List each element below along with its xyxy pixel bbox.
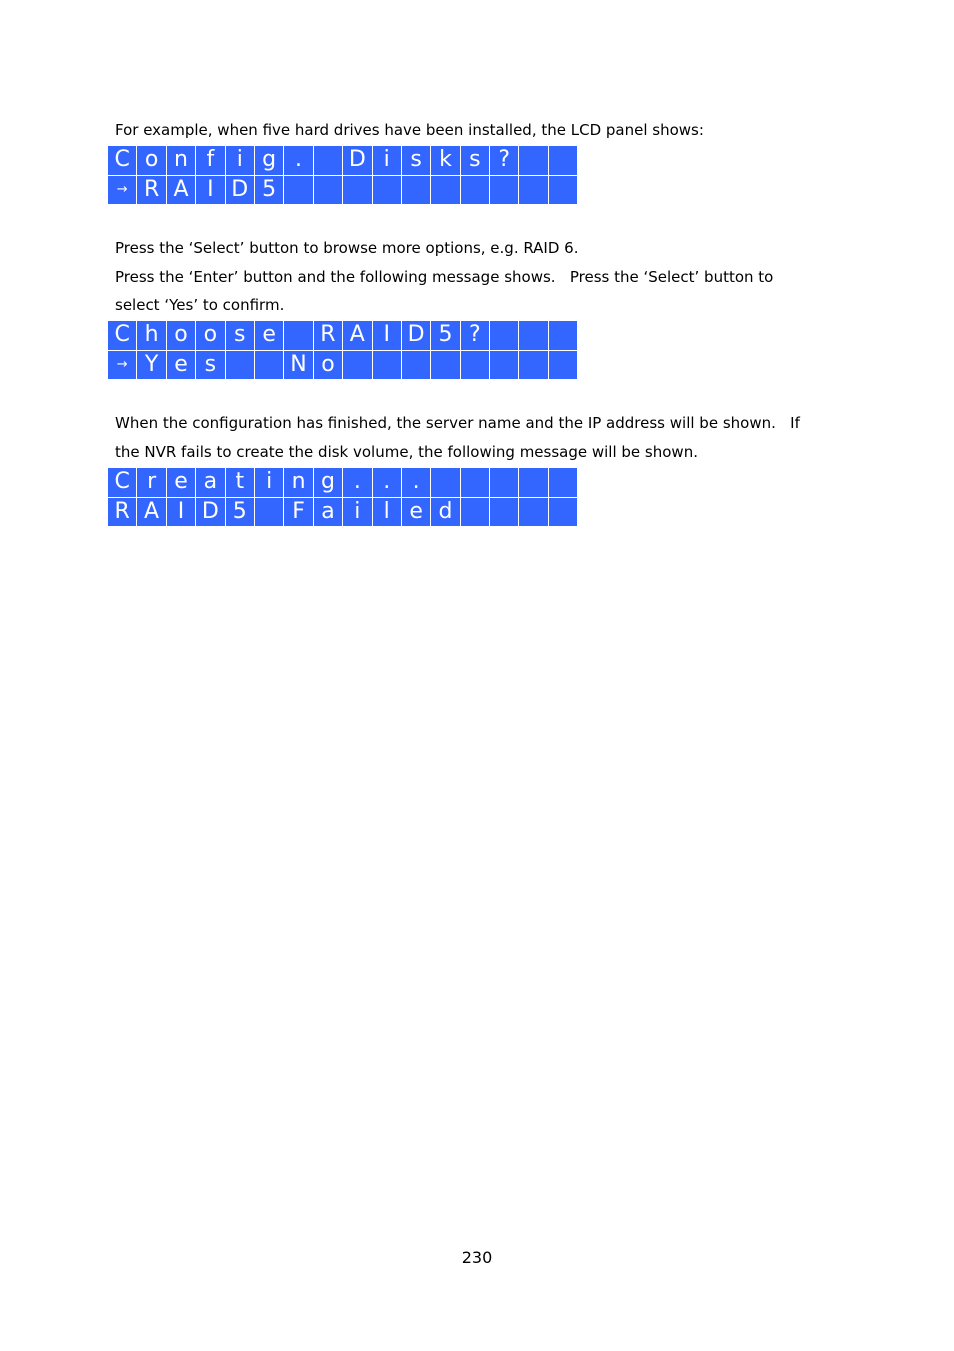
lcd-cell: ? bbox=[490, 146, 519, 176]
lcd-cell: A bbox=[137, 498, 166, 528]
lcd-cell bbox=[519, 468, 548, 498]
lcd-cell: i bbox=[255, 468, 284, 498]
lcd-cell: e bbox=[402, 498, 431, 528]
lcd-cell bbox=[549, 468, 578, 498]
lcd-cell bbox=[255, 498, 284, 528]
lcd-cell bbox=[402, 351, 431, 381]
lcd-cell bbox=[314, 176, 343, 206]
lcd-cell: R bbox=[314, 321, 343, 351]
lcd-cell bbox=[284, 176, 313, 206]
lcd-cell bbox=[519, 321, 548, 351]
lcd-cell: r bbox=[137, 468, 166, 498]
lcd-cell: ? bbox=[461, 321, 490, 351]
lcd-cell: I bbox=[373, 321, 402, 351]
lcd-cell bbox=[373, 176, 402, 206]
lcd-cell: D bbox=[196, 498, 225, 528]
lcd-cell: F bbox=[284, 498, 313, 528]
lcd-cell bbox=[461, 468, 490, 498]
finished-text-cont: the NVR fails to create the disk volume, the following message will be shown. bbox=[115, 443, 698, 461]
lcd-cell bbox=[461, 351, 490, 381]
lcd-cell: n bbox=[167, 146, 196, 176]
lcd-cell: C bbox=[108, 468, 137, 498]
lcd-cell: R bbox=[137, 176, 166, 206]
lcd-cell: l bbox=[373, 498, 402, 528]
lcd-cell: o bbox=[196, 321, 225, 351]
lcd-cell: o bbox=[137, 146, 166, 176]
lcd-cell bbox=[431, 351, 460, 381]
lcd-cell: i bbox=[226, 146, 255, 176]
lcd-panel-config-disks bbox=[107, 145, 578, 205]
lcd-cell bbox=[490, 176, 519, 206]
finished-text: When the configuration has finished, the server name and the IP address will be shown. If bbox=[115, 414, 800, 432]
lcd-cell bbox=[549, 321, 578, 351]
lcd-cell: s bbox=[402, 146, 431, 176]
lcd-cell bbox=[519, 176, 548, 206]
lcd-cell: N bbox=[284, 351, 313, 381]
enter-instruction-text: Press the ‘Enter’ button and the following message shows. Press the ‘Select’ button to bbox=[115, 268, 774, 286]
lcd-cell: C bbox=[108, 321, 137, 351]
lcd-cell bbox=[519, 498, 548, 528]
intro-text: For example, when five hard drives have been installed, the LCD panel shows: bbox=[115, 121, 704, 139]
lcd-cell: k bbox=[431, 146, 460, 176]
lcd-cell: I bbox=[196, 176, 225, 206]
lcd-cell: i bbox=[343, 498, 372, 528]
page-number: 230 bbox=[461, 1248, 493, 1267]
lcd-cell: o bbox=[167, 321, 196, 351]
lcd-cell bbox=[255, 351, 284, 381]
lcd-cell: a bbox=[196, 468, 225, 498]
lcd-cell: D bbox=[402, 321, 431, 351]
lcd-cell bbox=[490, 351, 519, 381]
lcd-cell bbox=[226, 351, 255, 381]
lcd-cell: n bbox=[284, 468, 313, 498]
lcd-cell: . bbox=[373, 468, 402, 498]
lcd-cell bbox=[431, 176, 460, 206]
lcd-cell: D bbox=[226, 176, 255, 206]
lcd-cell: f bbox=[196, 146, 225, 176]
lcd-cell: e bbox=[167, 468, 196, 498]
lcd-cell: . bbox=[343, 468, 372, 498]
lcd-cell: . bbox=[402, 468, 431, 498]
lcd-cell: e bbox=[255, 321, 284, 351]
lcd-cell: I bbox=[167, 498, 196, 528]
enter-instruction-text-cont: select ‘Yes’ to confirm. bbox=[115, 296, 285, 314]
lcd-cell: d bbox=[431, 498, 460, 528]
lcd-cell: C bbox=[108, 146, 137, 176]
lcd-cell bbox=[549, 498, 578, 528]
lcd-panel-creating-failed bbox=[107, 467, 578, 527]
lcd-cell: h bbox=[137, 321, 166, 351]
lcd-cell bbox=[549, 351, 578, 381]
lcd-panel-choose-raid bbox=[107, 320, 578, 380]
lcd-cell: i bbox=[373, 146, 402, 176]
lcd-cell bbox=[519, 146, 548, 176]
lcd-cell: 5 bbox=[431, 321, 460, 351]
lcd-cell: → bbox=[108, 351, 137, 381]
lcd-cell bbox=[373, 351, 402, 381]
lcd-cell: 5 bbox=[255, 176, 284, 206]
lcd-cell bbox=[314, 146, 343, 176]
lcd-cell: g bbox=[255, 146, 284, 176]
lcd-cell bbox=[343, 351, 372, 381]
lcd-cell bbox=[519, 351, 548, 381]
lcd-cell: 5 bbox=[226, 498, 255, 528]
lcd-cell bbox=[284, 321, 313, 351]
lcd-cell bbox=[343, 176, 372, 206]
lcd-cell bbox=[549, 146, 578, 176]
lcd-cell bbox=[461, 498, 490, 528]
lcd-cell: Y bbox=[137, 351, 166, 381]
lcd-cell: D bbox=[343, 146, 372, 176]
lcd-cell bbox=[549, 176, 578, 206]
lcd-cell: a bbox=[314, 498, 343, 528]
lcd-cell: t bbox=[226, 468, 255, 498]
lcd-cell: . bbox=[284, 146, 313, 176]
lcd-cell bbox=[431, 468, 460, 498]
lcd-cell: s bbox=[196, 351, 225, 381]
lcd-cell: s bbox=[226, 321, 255, 351]
lcd-cell: o bbox=[314, 351, 343, 381]
select-instruction-text: Press the ‘Select’ button to browse more options, e.g. RAID 6. bbox=[115, 239, 579, 257]
lcd-cell: g bbox=[314, 468, 343, 498]
lcd-cell: A bbox=[343, 321, 372, 351]
lcd-cell: e bbox=[167, 351, 196, 381]
lcd-cell: R bbox=[108, 498, 137, 528]
lcd-cell bbox=[402, 176, 431, 206]
lcd-cell bbox=[490, 468, 519, 498]
lcd-cell bbox=[490, 498, 519, 528]
lcd-cell: → bbox=[108, 176, 137, 206]
lcd-cell: s bbox=[461, 146, 490, 176]
lcd-cell bbox=[461, 176, 490, 206]
lcd-cell: A bbox=[167, 176, 196, 206]
lcd-cell bbox=[490, 321, 519, 351]
